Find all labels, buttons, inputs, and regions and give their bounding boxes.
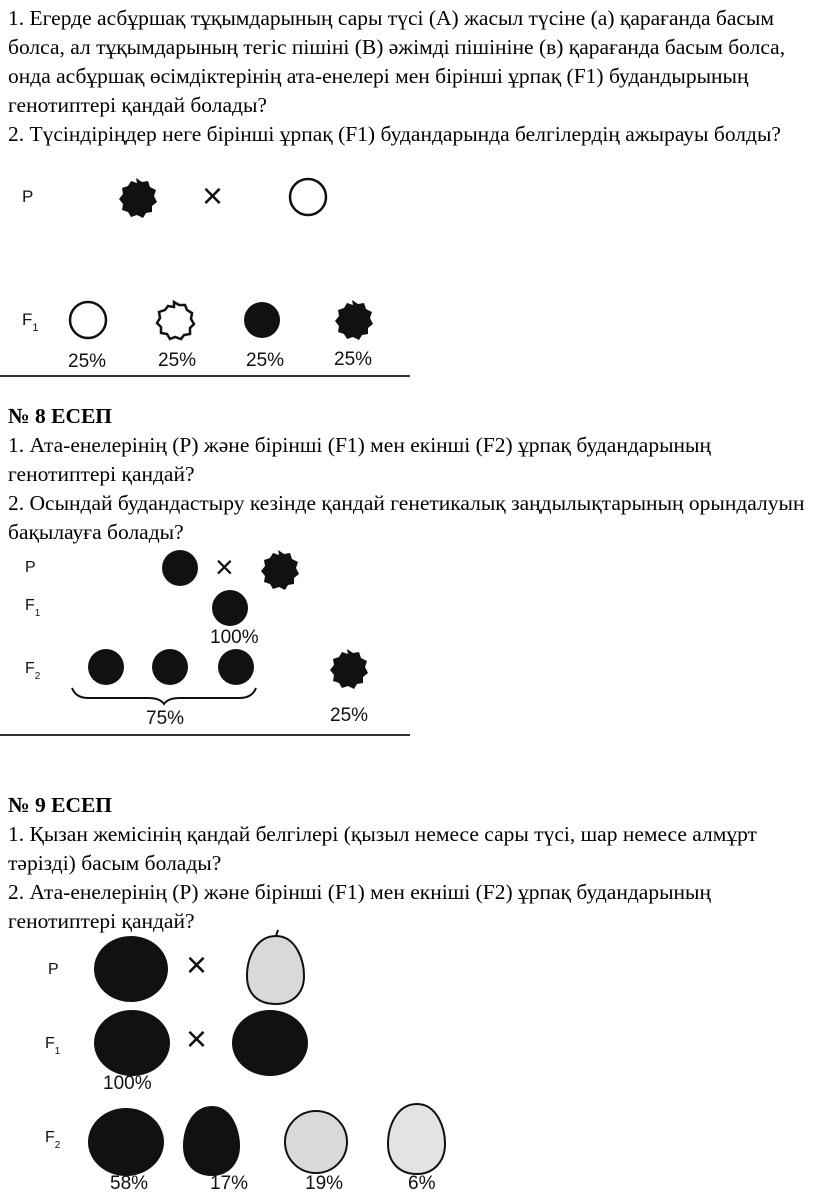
task9-text bbox=[8, 791, 808, 936]
task7-question-2: 2. Түсіндіріңдер неге бірінші ұрпақ (F1) будандарында белгілердің ажырауы болды? bbox=[8, 122, 781, 146]
f1-smooth-light-seed bbox=[70, 302, 106, 338]
single-percent: 25% bbox=[330, 705, 369, 726]
group-percent: 75% bbox=[146, 708, 185, 729]
task8-heading: № 8 ЕСЕП bbox=[8, 404, 113, 428]
f2-percent-1: 58% bbox=[110, 1173, 149, 1194]
f1-smooth-dark-seed bbox=[244, 302, 280, 338]
wrinkled-dark-seed bbox=[119, 178, 157, 218]
f1-label: $F_1$ bbox=[25, 597, 41, 619]
group-brace bbox=[72, 688, 256, 704]
divider bbox=[0, 375, 410, 377]
task7-diagram bbox=[0, 170, 816, 370]
task7-text bbox=[8, 4, 808, 149]
f1-percent: 100% bbox=[103, 1073, 152, 1094]
p-label: P bbox=[48, 961, 59, 978]
percent-2: 25% bbox=[158, 350, 197, 371]
dark-smooth-seed bbox=[162, 550, 198, 586]
f2-red-round-fruit bbox=[88, 1108, 164, 1176]
f2-percent-2: 17% bbox=[210, 1173, 249, 1194]
f2-label: $F_2$ bbox=[45, 1129, 61, 1151]
task7-question-1: 1. Егерде асбұршақ тұқымдарының сары түсі (А) жасыл түсіне (а) қарағанда басым болса, ал тұқымдарының тегіс пішіні (В) әжімді пішініне (в) қарағанда басым болса, онда асбұршақ өсімдіктерінің ата-енелері мен бірінші ұрпақ (F1) будандырының генотиптері қандай болады? bbox=[8, 6, 786, 117]
yellow-pear-fruit bbox=[247, 936, 304, 1004]
dark-wrinkled-seed bbox=[261, 550, 299, 590]
f1-percent: 100% bbox=[210, 627, 259, 648]
red-round-fruit bbox=[94, 936, 168, 1002]
task9-question-1: 1. Қызан жемісінің қандай белгілері (қызыл немесе сары түсі, шар немесе алмұрт тәрізді) басым болады? bbox=[8, 822, 757, 875]
percent-4: 25% bbox=[334, 349, 373, 370]
task8-diagram bbox=[0, 548, 816, 733]
task9-question-2: 2. Ата-енелерінің (Р) және бірінші (F1) мен екніші (F2) ұрпақ будандарының генотиптері қандай? bbox=[8, 880, 711, 933]
f1-red-round-fruit-1 bbox=[94, 1010, 170, 1076]
f1-wrinkled-light-seed bbox=[157, 302, 194, 339]
f2-yellow-round-fruit bbox=[285, 1111, 347, 1173]
f2-dark-seed-1 bbox=[88, 649, 124, 685]
cross-sign: × bbox=[215, 549, 234, 585]
task8-text bbox=[8, 402, 808, 547]
f1-dark-smooth-seed bbox=[212, 590, 248, 626]
f2-percent-3: 19% bbox=[305, 1173, 344, 1194]
percent-1: 25% bbox=[68, 351, 107, 372]
f1-red-round-fruit-2 bbox=[232, 1010, 308, 1076]
f2-label: $F_2$ bbox=[25, 660, 41, 682]
f2-red-pear-fruit bbox=[183, 1106, 240, 1176]
cross-sign: × bbox=[186, 1018, 208, 1059]
p-label: P bbox=[22, 187, 34, 206]
f2-wrinkled-seed bbox=[330, 649, 368, 689]
divider bbox=[0, 734, 410, 736]
task8-question-2: 2. Осындай будандастыру кезінде қандай генетикалық заңдылықтарының орындалуын бақылауға болады? bbox=[8, 491, 805, 544]
p-label: P bbox=[25, 559, 36, 576]
f1-label: $F_1$ bbox=[45, 1035, 61, 1057]
f2-percent-4: 6% bbox=[408, 1173, 436, 1194]
cross-sign: × bbox=[186, 944, 208, 985]
f2-dark-seed-2 bbox=[152, 649, 188, 685]
cross-sign: × bbox=[202, 175, 224, 216]
f2-dark-seed-3 bbox=[218, 649, 254, 685]
f1-wrinkled-dark-seed bbox=[335, 300, 373, 340]
percent-3: 25% bbox=[246, 350, 285, 371]
task9-diagram bbox=[0, 932, 816, 1192]
f2-yellow-pear-fruit bbox=[388, 1104, 445, 1174]
smooth-light-seed bbox=[290, 179, 326, 215]
f1-label: $F_1$ bbox=[22, 310, 39, 334]
task8-question-1: 1. Ата-енелерінің (Р) және бірінші (F1) мен екінші (F2) ұрпақ будандарының генотиптері қандай? bbox=[8, 433, 711, 486]
task9-heading: № 9 ЕСЕП bbox=[8, 793, 113, 817]
